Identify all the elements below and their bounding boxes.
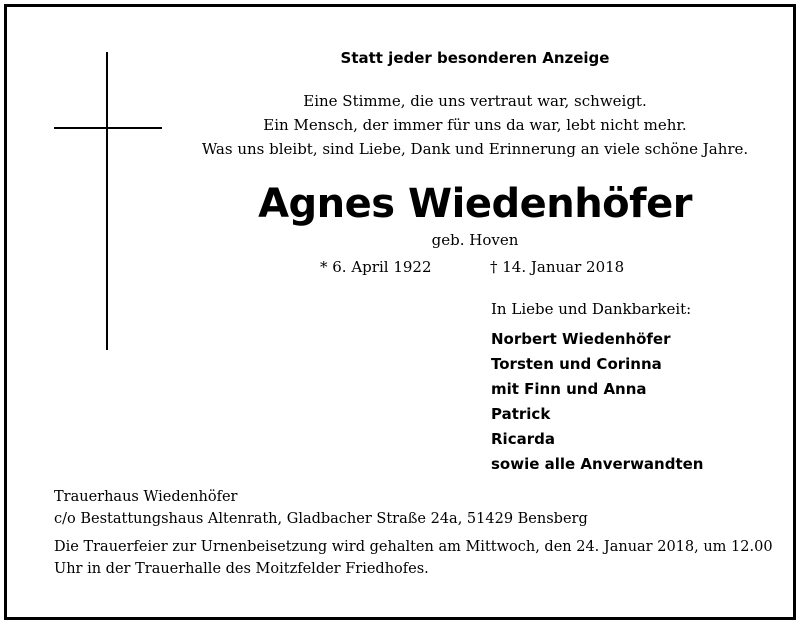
funeral-service-info: Die Trauerfeier zur Urnenbeisetzung wird gehalten am Mittwoch, den 24. Januar 2018, um 12.00 Uhr in der Trauerhalle des Moitzfelder Friedhofes.: [54, 539, 773, 577]
list-item: Norbert Wiedenhöfer: [491, 330, 671, 348]
mourners-list: [491, 327, 703, 477]
address-line: Trauerhaus Wiedenhöfer: [54, 489, 238, 505]
cross-icon-horizontal-bar: [54, 127, 162, 129]
list-item: mit Finn und Anna: [491, 380, 647, 398]
list-item: Ricarda: [491, 430, 555, 448]
verse-line: Eine Stimme, die uns vertraut war, schweigt.: [303, 92, 647, 110]
birth-date: * 6. April 1922: [320, 258, 432, 276]
list-item: Torsten und Corinna: [491, 355, 662, 373]
maiden-name: geb. Hoven: [431, 231, 519, 249]
verse-line: Ein Mensch, der immer für uns da war, lebt nicht mehr.: [263, 116, 687, 134]
memorial-verse: [190, 89, 760, 161]
deceased-name: Agnes Wiedenhöfer: [258, 181, 692, 227]
verse-line: Was uns bleibt, sind Liebe, Dank und Erinnerung an viele schöne Jahre.: [201, 140, 749, 158]
address-line: c/o Bestattungshaus Altenrath, Gladbacher Straße 24a, 51429 Bensberg: [54, 511, 588, 527]
cross-icon-vertical-bar: [106, 52, 108, 350]
death-date: † 14. Januar 2018: [490, 258, 625, 276]
list-item: sowie alle Anverwandten: [491, 455, 704, 473]
mourning-house-address: [54, 486, 588, 530]
thanks-line: In Liebe und Dankbarkeit:: [491, 300, 692, 318]
notice-heading: Statt jeder besonderen Anzeige: [340, 49, 610, 67]
list-item: Patrick: [491, 405, 551, 423]
